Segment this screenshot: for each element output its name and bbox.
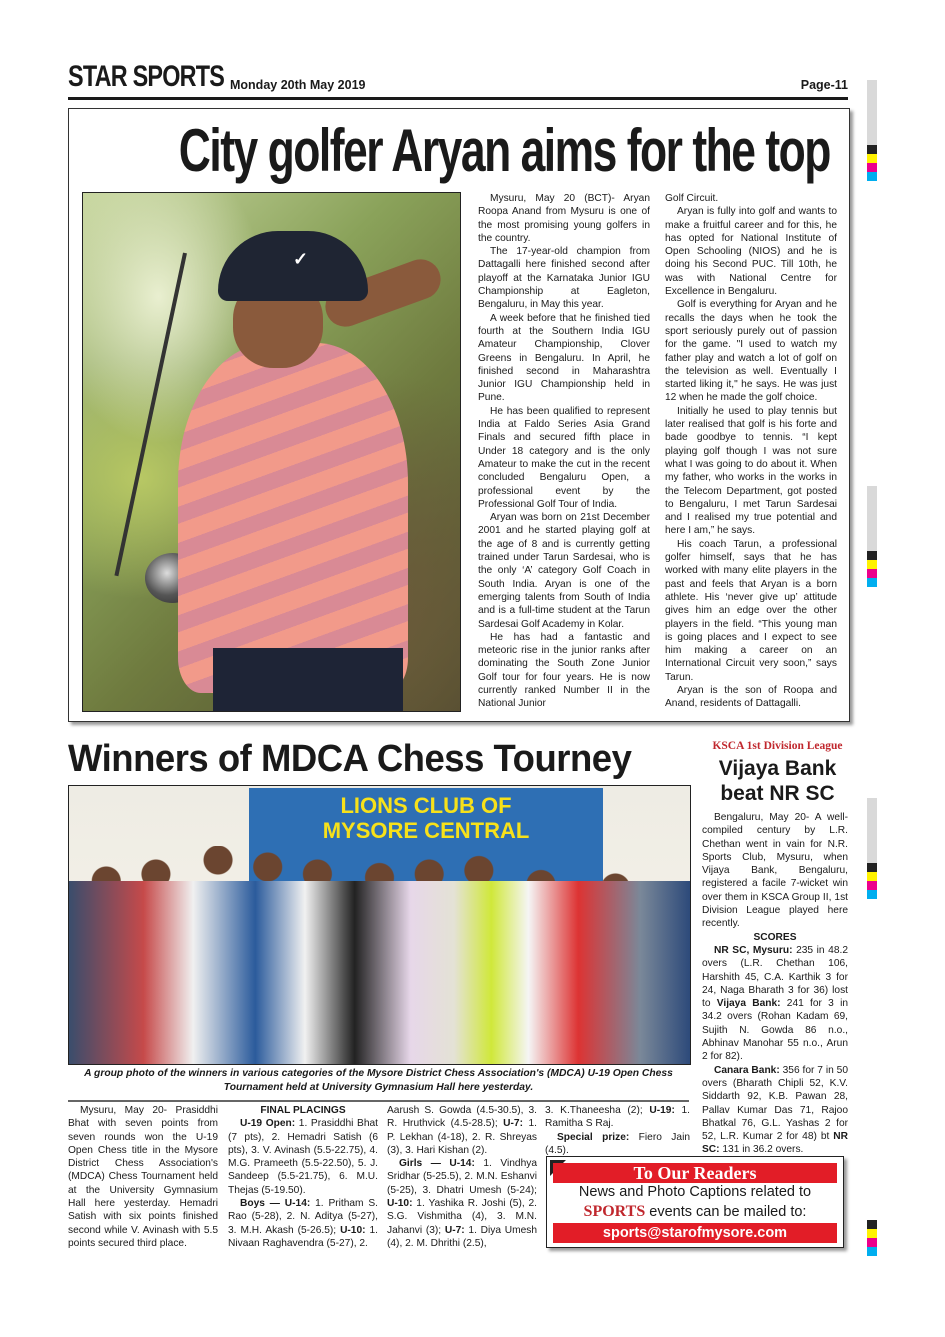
yellow-swatch (867, 872, 877, 881)
golf-article-column-1 (478, 192, 650, 711)
ksca-article (702, 811, 848, 1157)
category-label: Special prize: (557, 1131, 630, 1143)
section-title: STAR SPORTS (68, 60, 225, 93)
readers-notice-box (546, 1156, 844, 1248)
caption-rule (68, 1100, 689, 1102)
paragraph: Aryan was born on 21st December 2001 and he started playing golf at the age of 8 and is currently getting trained under Tarun Sardesai, who is the only ‘A’ category Golf Coach in South India. Aryan is one of the emerging talents from South of India and is a full-time student at the Tarun Sardesai Golf Academy in Kolar. (478, 512, 650, 630)
readers-text (547, 1203, 843, 1221)
cyan-swatch (867, 172, 877, 181)
yellow-swatch (867, 1229, 877, 1238)
readers-text-rest: events can be mailed to: (645, 1204, 807, 1220)
placing-text: 1. Prasiddhi Bhat (7 pts), 2. Hemadri Satish (6 pts), 3. V. Avinash (5.5-22.75), 4. M.G. Prameeth (5.5-22.50), 5. J. Sandeep (5.5-21.75), 6. M.U. Thejas (5-19.50). (228, 1118, 378, 1196)
placing-text: 1. Diya Umesh (4), 2. M. Dhrithi (2.5), (387, 1224, 537, 1249)
grey-bar (867, 798, 877, 863)
team-name: Vijaya Bank: (716, 998, 781, 1010)
placing-text: 1. Nivaan Raghavendra (5-27), 2. (228, 1224, 378, 1249)
black-swatch (867, 551, 877, 560)
golfer-shirt (178, 343, 408, 693)
paragraph: Mysuru, May 20 (BCT)- Aryan Roopa Anand from Mysuru is one of the most promising young golfers in the country. (478, 193, 650, 244)
photo-caption: A group photo of the winners in various categories of the Mysore District Chess Association's (MDCA) U-19 Open Chess Tournament held at University Gymnasium Hall here yesterday. (84, 1068, 673, 1093)
magenta-swatch (867, 1238, 877, 1247)
score-text: 356 for 7 in 50 overs (Bharath Chipli 52, K.V. Siddarth 92, K.B. Pawan 28, Pallav Kumar Das 71, Rajoo Bhatkal 76, G.L. Yashas 2 for 52, L.R. Kumar 2 for 48) bt (702, 1064, 848, 1143)
paragraph (387, 1157, 537, 1250)
chess-article-column-2 (228, 1104, 378, 1250)
golfer-photo (82, 192, 461, 712)
category-label: U-7: (444, 1224, 465, 1236)
magenta-swatch (867, 569, 877, 578)
paragraph (545, 1104, 690, 1131)
paragraph (545, 1131, 690, 1158)
golf-headline: City golfer Aryan aims for the top (178, 117, 830, 184)
winners-group-bodies (69, 881, 690, 1064)
placing-text: 1. Ramitha S Raj. (545, 1105, 690, 1130)
grey-bar (867, 486, 877, 551)
cyan-swatch (867, 890, 877, 899)
color-registration-mark (867, 798, 877, 899)
banner-text: LIONS CLUB OF (340, 793, 512, 818)
placing-text: Aarush S. Gowda (4.5-30.5), 3. R. Hruthvick (4.5-28.5); (387, 1105, 537, 1130)
paragraph: The 17-year-old champion from Dattagalli here finished second after playoff at the Karnataka Junior IGU Championship at Eagleton, Bengaluru, in May this year. (478, 246, 650, 311)
black-swatch (867, 145, 877, 154)
team-name: NR SC, Mysuru: (714, 944, 793, 956)
ksca-headline: Vijaya Bank beat NR SC (718, 757, 837, 805)
paragraph: A week before that he finished tied fourth at the Southern India IGU Amateur Championship, Clover Greens in Bengaluru. In April, he finished second in Maharashtra Junior IGU Championship held in Pune. (478, 312, 650, 404)
category-label: U-19: (649, 1105, 675, 1116)
golf-club-shaft (114, 253, 187, 577)
category-label: U-19 Open: (240, 1118, 296, 1130)
paragraph (387, 1104, 537, 1157)
chess-article-column-4 (545, 1104, 690, 1157)
color-registration-mark (867, 80, 877, 181)
grey-bar (867, 80, 877, 145)
team-name: Canara Bank: (714, 1064, 780, 1076)
score-text: 241 for 3 in 34.2 overs (Rohan Kadam 69, Sujith N. Gowda 86 n.o., Abhinav Manohar 55 n.o., Arun 2 for 82). (702, 998, 849, 1063)
golfer-pants (213, 648, 403, 712)
email-link[interactable]: sports@starofmysore.com (553, 1223, 837, 1243)
golf-article-column-2 (665, 192, 837, 711)
cyan-swatch (867, 578, 877, 587)
placing-text: 1. Vindhya Sridhar (5-25.5), 2. M.N. Eshanvi (5-25), 3. Dhatri Umesh (5-24); (387, 1158, 537, 1196)
placing-text: Fiero Jain (4.5). (545, 1131, 690, 1156)
paragraph: His coach Tarun, a professional golfer himself, says that he has worked with many elite players in the past and feels that Aryan is a born athlete. His ‘never give up’ attitude gives him an edge over the other players in the field. “This young man is going places and I expect to see him making a career on an International Circuit very soon,” says Tarun. (665, 538, 837, 683)
magenta-swatch (867, 163, 877, 172)
scores-heading: SCORES (753, 931, 797, 943)
chess-article-column-1 (68, 1104, 218, 1250)
readers-text: News and Photo Captions related to (578, 1184, 812, 1200)
placing-text: 3. K.Thaneesha (2); (545, 1105, 650, 1116)
paragraph: Initially he used to play tennis but later realised that golf is his forte and bade goodbye to tennis. “I kept playing golf though I was not sure what I was going to do about it. When my father, who works in the works in the Telecom Department, got posted to Bengaluru, I met Tarun Sardesai and I realised my true potential and here I am,” he says. (665, 405, 837, 537)
category-label: U-10: (387, 1198, 413, 1210)
paragraph: Golf Circuit. (665, 193, 719, 204)
category-label: U-7: (503, 1118, 523, 1130)
score-text: 235 in 48.2 overs (L.R. Chethan 106, Harshith 45, C.A. Karthik 3 for 24, Naga Bharath 3 for 36) lost to (702, 944, 849, 1010)
masthead-rule (68, 97, 848, 100)
swoosh-logo-icon: ✓ (293, 249, 309, 269)
paragraph: He has had a fantastic and meteoric rise in the junior ranks after dominating the South Zone Junior Golf tour for four years. He is now currently ranked Number II in the National Junior (478, 631, 650, 710)
paragraph: Aryan is the son of Roopa and Anand, residents of Dattagalli. (665, 684, 837, 710)
paragraph: He has been qualified to represent India at Faldo Series Asia Grand Finals and secured fifth place in Under 18 category and is the only Amateur to make the cut in the recent concluded Bengaluru Open, a professional event by the Professional Golf Tour of India. (478, 405, 650, 510)
paragraph (228, 1117, 378, 1197)
placing-text: 1. Yashika R. Joshi (5), 2. S.G. Vishmitha (4), 3. M.N. Jahanvi (3); (387, 1198, 537, 1236)
paragraph: Aryan is fully into golf and wants to make a fruitful career and for this, he has opted for National Institute of Open Schooling (NIOS) and he is doing his Second PUC. Till 10th, he was with National Centre for Excellence in Bengaluru. (665, 206, 837, 298)
score-text: 131 in 36.2 overs. (719, 1144, 804, 1156)
paragraph (702, 1064, 848, 1157)
black-swatch (867, 863, 877, 872)
paragraph: Bengaluru, May 20- A well-compiled century by L.R. Chethan went in vain for N.R. Sports Club, Mysuru, when Vijaya Bank, Bengaluru, registered a facile 7-wicket win over them in KSCA Group II, 1st Division League played here recently. (702, 812, 848, 930)
paragraph (228, 1197, 378, 1250)
paragraph: Mysuru, May 20- Prasiddhi Bhat with seven points from seven rounds won the U-19 Open Chess title in the Mysore District Chess Association's (MDCA) Chess Tournament held at the University Gymnasium Hall here yesterday. Hemadri Satish with six points finished second while V. Avinash with 5.5 points secured third place. (68, 1105, 218, 1249)
black-swatch (867, 1220, 877, 1229)
color-registration-mark (867, 1220, 877, 1256)
ksca-kicker: KSCA 1st Division League (712, 740, 843, 752)
yellow-swatch (867, 154, 877, 163)
color-registration-mark (867, 486, 877, 587)
banner-text: MYSORE CENTRAL (322, 818, 530, 843)
sports-word: SPORTS (583, 1203, 646, 1220)
magenta-swatch (867, 881, 877, 890)
paragraph (702, 944, 848, 1064)
placings-heading: FINAL PLACINGS (260, 1105, 346, 1116)
placing-text: 1. P. Lekhan (4-18), 2. R. Shreyas (3), 3. Hari Kishan (2). (387, 1118, 537, 1156)
page-number: Page-11 (800, 78, 848, 92)
category-label: U-10: (340, 1224, 366, 1236)
chess-winners-photo (68, 785, 691, 1065)
team-name: NR SC: (702, 1131, 848, 1156)
chess-article-column-3 (387, 1104, 537, 1250)
issue-date: Monday 20th May 2019 (230, 78, 366, 92)
placing-text: 1. Pritham S. Rao (5-28), 2. N. Aditya (5-27), 3. M.H. Akash (5-26.5); (228, 1198, 379, 1236)
cyan-swatch (867, 1247, 877, 1256)
chess-headline: Winners of MDCA Chess Tourney (68, 738, 632, 780)
readers-title: To Our Readers (553, 1163, 837, 1183)
paragraph: Golf is everything for Aryan and he recalls the days when he took the sport seriously purely out of passion for the game. "I used to watch my father play and watch a lot of golf on the television as well. Eventually I started liking it," he says. He was just 12 when he made the golf choice. (665, 299, 837, 404)
yellow-swatch (867, 560, 877, 569)
category-label: Boys — U-14: (240, 1198, 311, 1210)
category-label: Girls — U-14: (399, 1158, 475, 1170)
